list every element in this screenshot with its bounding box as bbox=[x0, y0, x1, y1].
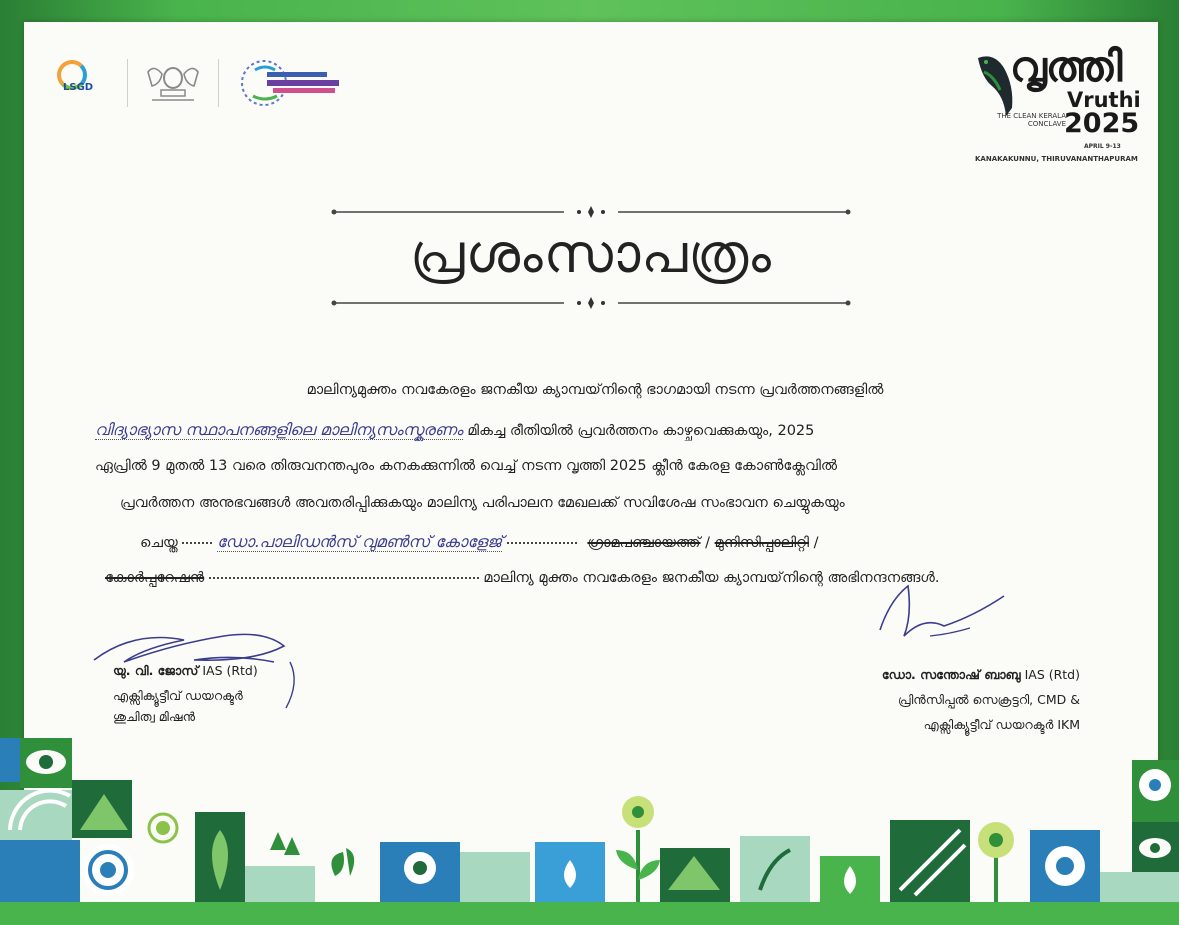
grama-panchayath-struck: ഗ്രാമപഞ്ചായത്ത് bbox=[587, 535, 701, 551]
signatory-right-org-suffix: IKM bbox=[1057, 717, 1080, 732]
vruthi-location: KANAKAKUNNU, THIRUVANANTHAPURAM bbox=[975, 155, 1138, 163]
signatory-right bbox=[780, 590, 1080, 737]
signatory-left-designation: എക്സിക്യൂട്ടീവ് ഡയറക്ടർ bbox=[113, 688, 243, 703]
body-line-2 bbox=[95, 420, 1095, 440]
body-line-1: മാലിന്യമുക്തം നവകേരളം ജനകീയ ക്യാമ്പയ്‌നിന്റെ ഭാഗമായി നടന്ന പ്രവർത്തനങ്ങളിൽ bbox=[306, 382, 884, 398]
signatory-left-name: യു. വി. ജോസ് bbox=[113, 663, 199, 678]
malinya-mukhtam-logo bbox=[239, 58, 345, 108]
signatory-left-org: ശുചിത്വ മിഷൻ bbox=[113, 709, 196, 724]
logo-divider bbox=[218, 59, 219, 107]
vruthi-subtitle: THE CLEAN KERALA CONCLAVE bbox=[997, 112, 1066, 128]
dotted-fill bbox=[182, 542, 212, 544]
body-line-3: ഏപ്രിൽ 9 മുതൽ 13 വരെ തിരുവനന്തപുരം കനകക്കുന്നിൽ വെച്ച് നടന്ന വൃത്തി 2025 ക്ലീൻ കേരള കോൺക്ലേവിൽ bbox=[95, 458, 838, 474]
signatory-left-suffix: IAS (Rtd) bbox=[202, 663, 258, 678]
handwritten-field-activity: വിദ്യാഭ്യാസ സ്ഥാപനങ്ങളിലെ മാലിന്യസംസ്കരണം bbox=[95, 420, 463, 439]
signatory-left-name-row bbox=[113, 658, 353, 683]
logo-divider bbox=[127, 59, 128, 107]
signatory-right-designation: പ്രിൻസിപ്പൽ സെക്രട്ടറി, CMD & bbox=[897, 692, 1080, 707]
vruthi-title-malayalam: വൃത്തി bbox=[1010, 42, 1122, 91]
vruthi-dates: APRIL 9-13 bbox=[1084, 143, 1121, 150]
lsgd-logo bbox=[55, 60, 95, 106]
body-line-4: പ്രവർത്തന അനുഭവങ്ങൾ അവതരിപ്പിക്കുകയും മാലിന്യ പരിപാലന മേഖലക്ക് സവിശേഷ സംഭാവന ചെയ്യുകയും bbox=[120, 495, 845, 511]
corporation-struck: കോർപ്പറേഷൻ bbox=[105, 570, 205, 586]
signatory-left bbox=[113, 620, 353, 726]
separator: / bbox=[705, 535, 710, 551]
signatory-right-name-row bbox=[780, 662, 1080, 687]
separator: / bbox=[813, 535, 819, 551]
body-line-2-text: മികച്ച രീതിയിൽ പ്രവർത്തനം കാഴ്ചവെക്കുകയും, 2025 bbox=[467, 423, 815, 439]
body-line-5 bbox=[140, 532, 1140, 552]
signatory-right-suffix: IAS (Rtd) bbox=[1024, 667, 1080, 682]
vruthi-conclave-logo bbox=[972, 42, 1141, 168]
body-line-5-prefix: ചെയ്ത bbox=[140, 535, 178, 551]
header-logos bbox=[55, 55, 345, 110]
municipality-struck: മുനിസിപ്പാലിറ്റി bbox=[714, 535, 809, 551]
dotted-fill bbox=[507, 542, 577, 544]
vruthi-title-english: Vruthi bbox=[1067, 88, 1141, 112]
lsgd-logo-text: LSGD bbox=[63, 81, 94, 93]
title-rule-top bbox=[330, 206, 852, 218]
body-line-6-text: മാലിന്യ മുക്തം നവകേരളം ജനകീയ ക്യാമ്പയ്‌നിന്റെ അഭിനന്ദനങ്ങൾ. bbox=[483, 570, 940, 586]
kerala-emblem-logo bbox=[138, 59, 208, 107]
handwritten-field-institution: ഡോ.പാലിഡൻസ് വുമൺസ് കോളേജ് bbox=[216, 532, 503, 551]
dotted-fill bbox=[209, 577, 479, 579]
certificate-title: പ്രശംസാപത്രം bbox=[410, 222, 772, 285]
title-rule-bottom bbox=[330, 297, 852, 309]
signatory-right-org-row bbox=[780, 712, 1080, 737]
vruthi-year: 2025 bbox=[1064, 108, 1140, 139]
signatory-right-org: എക്സിക്യൂട്ടീവ് ഡയറക്ടർ bbox=[923, 717, 1054, 732]
signatory-right-name: ഡോ. സന്തോഷ് ബാബു bbox=[881, 667, 1021, 682]
